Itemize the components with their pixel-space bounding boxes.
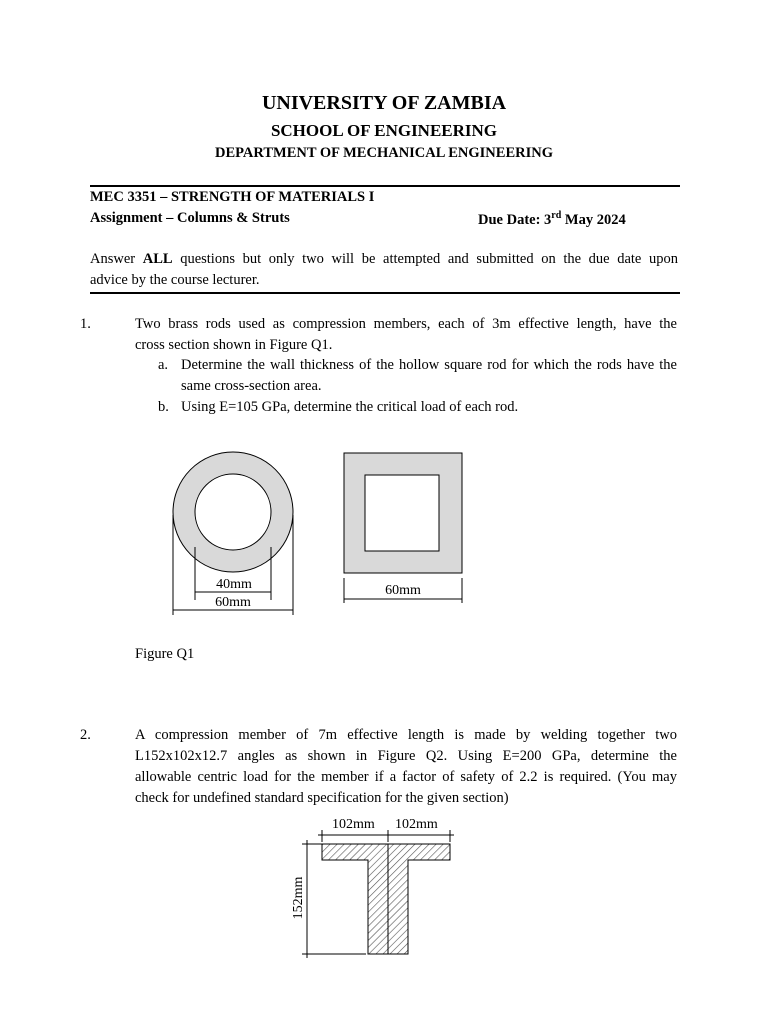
figure-q2-drawing bbox=[0, 810, 768, 970]
question-2-line-1: A compression member of 7m effective length is made by welding together two bbox=[135, 727, 677, 743]
instructions-line-1 bbox=[90, 249, 678, 270]
instructions-rest: questions but only two will be attempted and submitted on the due date upon bbox=[172, 251, 678, 267]
question-1-line-2: cross section shown in Figure Q1. bbox=[135, 337, 333, 353]
question-2-line-3: allowable centric load for the member if a factor of safety of 2.2 is required. (You may bbox=[135, 769, 677, 785]
question-1-line-1: Two brass rods used as compression members, each of 3m effective length, have the bbox=[135, 316, 677, 332]
due-date-suffix: May 2024 bbox=[561, 211, 626, 228]
due-date-sup: rd bbox=[551, 210, 562, 221]
university-title: UNIVERSITY OF ZAMBIA bbox=[261, 92, 507, 114]
inner-square bbox=[365, 475, 439, 551]
t-section bbox=[322, 844, 450, 954]
instructions-line-2: advice by the course lecturer. bbox=[90, 272, 260, 288]
hollow-circle-section bbox=[173, 452, 293, 572]
question-1b-label: b. bbox=[158, 399, 169, 415]
question-1b-line-1: Using E=105 GPa, determine the critical load of each rod. bbox=[181, 399, 519, 415]
instructions-pre: Answer bbox=[90, 251, 143, 267]
question-1a-line-2: same cross-section area. bbox=[181, 378, 322, 394]
top-rule bbox=[90, 185, 680, 187]
left-width-label: 102mm bbox=[332, 817, 375, 832]
outer-dimension-label: 60mm bbox=[215, 595, 251, 610]
due-date bbox=[478, 210, 626, 229]
question-1-number: 1. bbox=[80, 316, 91, 332]
question-2-line-4: check for undefined standard specification for the given section) bbox=[135, 790, 509, 806]
square-dimension-label: 60mm bbox=[385, 583, 421, 598]
course-title: MEC 3351 – STRENGTH OF MATERIALS I bbox=[90, 189, 375, 205]
hollow-square-section bbox=[344, 453, 462, 573]
question-2-number: 2. bbox=[80, 727, 91, 743]
instructions-bold: ALL bbox=[142, 251, 173, 267]
due-date-prefix: Due Date: 3 bbox=[478, 211, 552, 228]
t-section-outline bbox=[322, 844, 450, 954]
inner-circle bbox=[195, 474, 271, 550]
department-title: DEPARTMENT OF MECHANICAL ENGINEERING bbox=[215, 145, 553, 161]
assignment-title: Assignment – Columns & Struts bbox=[90, 210, 290, 226]
question-1a-line-1: Determine the wall thickness of the hollow square rod for which the rods have the bbox=[181, 357, 677, 373]
figure-q1-caption: Figure Q1 bbox=[135, 646, 195, 662]
question-1a-label: a. bbox=[158, 357, 169, 373]
height-label: 152mm bbox=[291, 876, 306, 920]
inner-dimension-label: 40mm bbox=[216, 577, 252, 592]
question-2-line-2: L152x102x12.7 angles as shown in Figure Q2. Using E=200 GPa, determine the bbox=[135, 748, 677, 764]
bottom-rule bbox=[90, 292, 680, 294]
school-title: SCHOOL OF ENGINEERING bbox=[270, 121, 498, 140]
right-width-label: 102mm bbox=[395, 817, 438, 832]
